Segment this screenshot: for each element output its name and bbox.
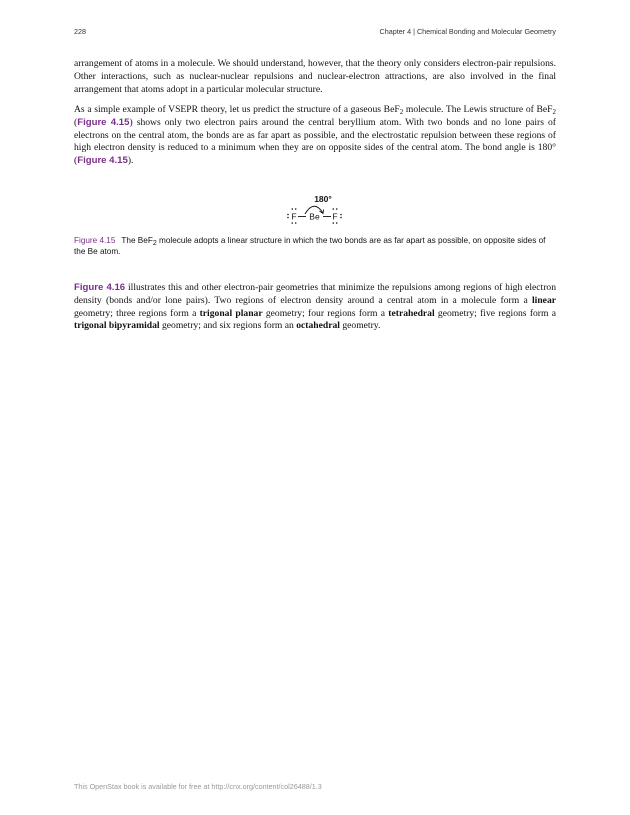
text-run: ) shows only two electron pairs around the central beryllium atom. With two bonds and no lone pairs of electrons on the central atom, the bonds are as far apart as possible, and the electrostatic repulsion between these regions of high electron density is reduced to a minimum when they are on opposite sides of the central atom. The bond angle is 180° (: [74, 116, 556, 167]
text-run: geometry; four regions form a: [262, 307, 389, 319]
atom-beryllium: Be: [309, 211, 320, 222]
bond-angle-label: 180°: [314, 194, 332, 204]
text-run: illustrates this and other electron-pair geometries that minimize the repulsions among regions of high electron density (bonds and/or lone pairs). Two regions of electron density around a central atom in a molecule form a: [74, 282, 556, 306]
term-trigonal-bipyramidal: trigonal bipyramidal: [74, 320, 160, 332]
text-run: geometry; five regions form a: [434, 307, 557, 319]
page-footer: This OpenStax book is available for free at http://cnx.org/content/col26488/1.3: [74, 782, 322, 791]
paragraph-1: [74, 58, 556, 96]
bef2-lewis-structure-figure: [283, 190, 349, 228]
figure-4-15-link[interactable]: Figure 4.15: [77, 155, 128, 167]
text-run: geometry; and six regions form an: [159, 320, 297, 332]
term-octahedral: octahedral: [296, 320, 340, 332]
figure-label: Figure 4.15: [74, 236, 116, 245]
term-trigonal-planar: trigonal planar: [199, 307, 263, 319]
figure-caption: [74, 235, 556, 258]
text-run: (: [74, 116, 78, 128]
chapter-title: Chapter 4 | Chemical Bonding and Molecular Geometry: [379, 27, 556, 36]
running-header: [74, 27, 556, 39]
atom-fluorine-left: F: [291, 211, 297, 222]
paragraph-2-text: [74, 104, 556, 168]
text-run: ).: [127, 155, 134, 167]
paragraph-3: [74, 282, 556, 333]
paragraph-1-text: arrangement of atoms in a molecule. We should understand, however, that the theory only considers electron-pair repulsions. Other interactions, such as nuclear-nuclear repulsions and nuclear-electron attractions, are also involved in the final arrangement that atoms adopt in a particular molecular structure.: [74, 58, 556, 95]
term-linear: linear: [532, 294, 556, 306]
page-number: 228: [74, 27, 86, 36]
text-run: geometry.: [339, 320, 381, 332]
subscript: 2: [552, 108, 557, 116]
subscript: 2: [399, 108, 404, 116]
subscript: 2: [152, 240, 157, 247]
atom-fluorine-right: F: [332, 211, 338, 222]
text-run: As a simple example of VSEPR theory, let us predict the structure of a gaseous BeF: [74, 104, 400, 115]
text-run: molecule. The Lewis structure of BeF: [403, 104, 553, 115]
figure-4-15-link[interactable]: Figure 4.15: [77, 116, 130, 128]
paragraph-2: [74, 104, 556, 168]
caption-text: molecule adopts a linear structure in which the two bonds are as far apart as possible, on opposite sides of the Be atom.: [74, 236, 546, 257]
caption-text: The BeF: [121, 236, 153, 245]
paragraph-3-text: [74, 282, 556, 333]
term-tetrahedral: tetrahedral: [388, 307, 435, 319]
text-run: geometry; three regions form a: [74, 307, 200, 319]
figure-4-16-link[interactable]: Figure 4.16: [74, 282, 126, 293]
